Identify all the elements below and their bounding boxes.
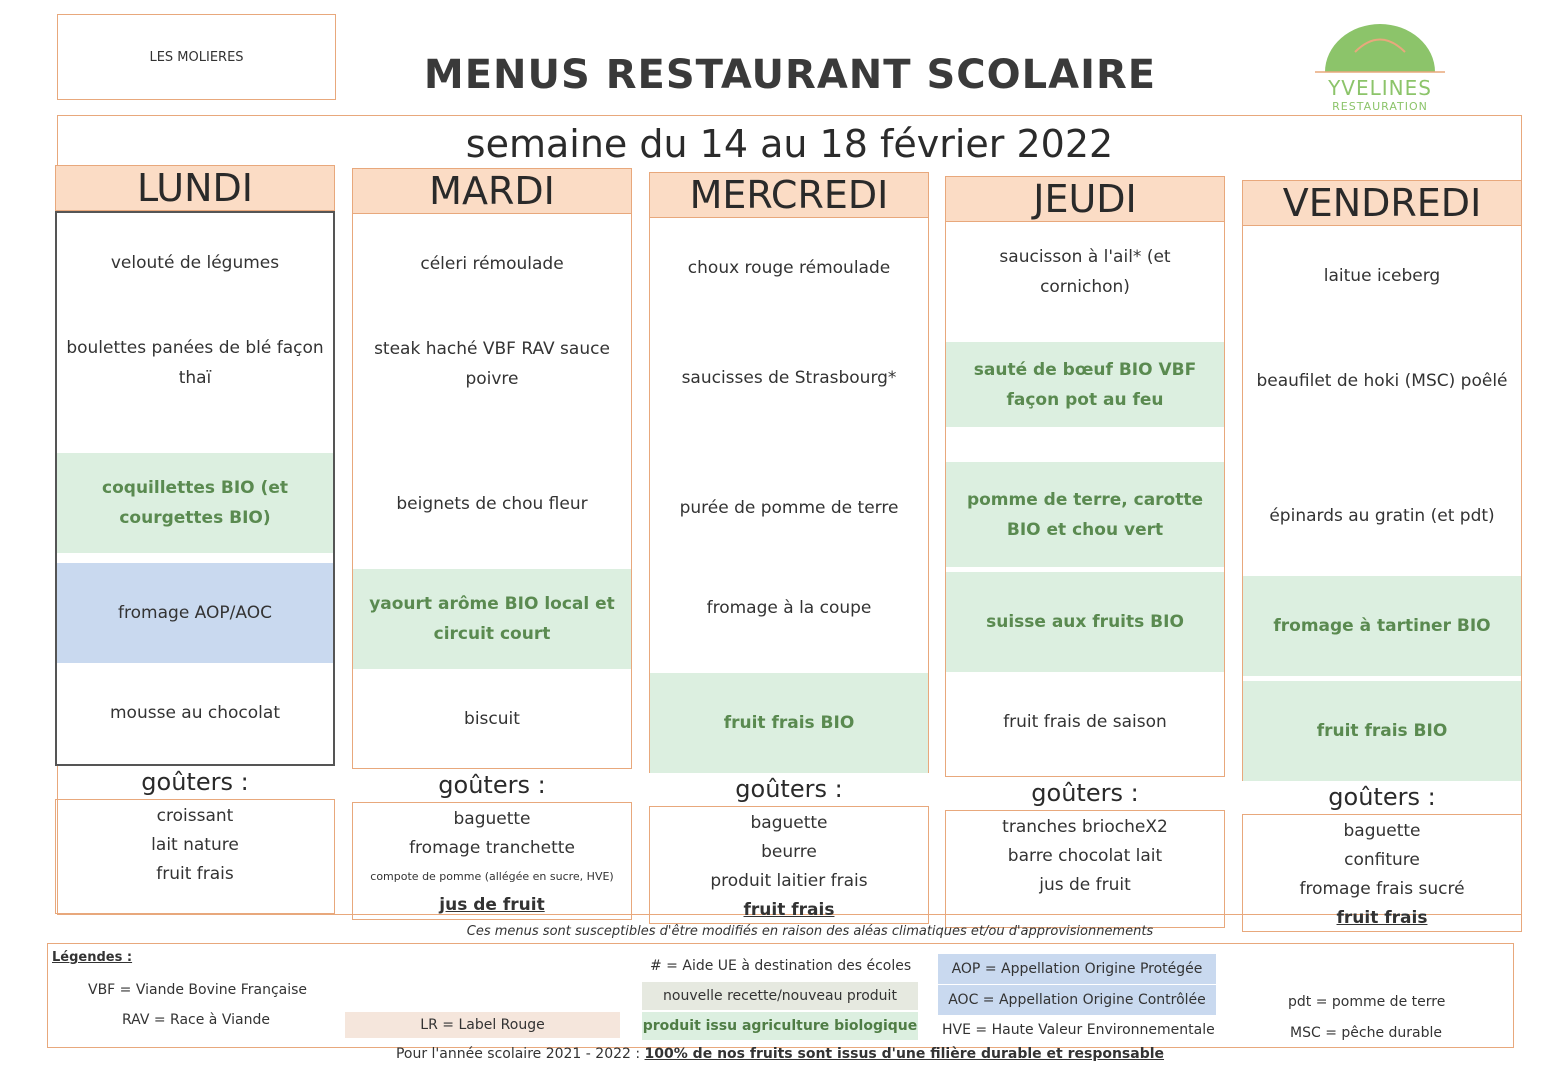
- legend-new-recipe: nouvelle recette/nouveau produit: [642, 982, 918, 1010]
- logo-text-restauration: RESTAURATION: [1332, 100, 1428, 113]
- gouter-item: jus de fruit: [439, 895, 545, 915]
- dish-line: poivre: [465, 369, 519, 389]
- gouter-item: tranches briocheX2: [1002, 817, 1168, 837]
- gouter-box: [945, 810, 1225, 928]
- footer-note: [230, 1046, 1330, 1062]
- gouter-title: goûters :: [735, 775, 843, 803]
- day-header: MARDI: [352, 168, 632, 214]
- legend-hve: HVE = Haute Valeur Environnementale: [942, 1022, 1215, 1038]
- dish-line: BIO et chou vert: [1006, 519, 1164, 540]
- dish-line: courgettes BIO): [119, 508, 271, 528]
- dish-line: fromage AOP/AOC: [118, 603, 272, 623]
- dish-line: velouté de légumes: [110, 253, 280, 273]
- gouter-item: baguette: [453, 809, 531, 829]
- dish-line: choux rouge rémoulade: [687, 258, 891, 278]
- dish-line: beaufilet de hoki (MSC) poêlé: [1256, 371, 1508, 391]
- legend-aoc: AOC = Appellation Origine Contrôlée: [938, 985, 1216, 1015]
- school-name-box: [57, 14, 336, 100]
- menu-dish: [946, 572, 1224, 672]
- dish-line: laitue iceberg: [1323, 266, 1441, 286]
- gouter-item: compote de pomme (allégée en sucre, HVE): [370, 870, 614, 883]
- gouter-title: goûters :: [438, 771, 546, 799]
- dish-line: sauté de bœuf BIO VBF: [973, 359, 1197, 380]
- menu-dish: [946, 462, 1224, 567]
- menu-dish: [946, 677, 1224, 767]
- gouter-title: goûters :: [141, 768, 249, 796]
- menu-dish: [946, 342, 1224, 427]
- dish-line: yaourt arôme BIO local et: [369, 594, 615, 614]
- menu-dish: [353, 674, 631, 764]
- menu-dish: [650, 558, 928, 658]
- footer-prefix: Pour l'année scolaire 2021 - 2022 :: [395, 1046, 641, 1062]
- gouter-item: fruit frais: [1336, 908, 1428, 928]
- gouter-item: fruit frais: [156, 864, 234, 884]
- dish-line: fromage à tartiner BIO: [1273, 616, 1491, 636]
- menu-dish: [353, 569, 631, 669]
- gouter-box: [1242, 814, 1522, 932]
- menu-dish: [1243, 236, 1521, 316]
- gouter-title: goûters :: [1328, 783, 1436, 811]
- dish-line: mousse au chocolat: [110, 703, 280, 723]
- menu-dish: [650, 673, 928, 773]
- dish-line: biscuit: [464, 709, 520, 729]
- dish-line: pomme de terre, carotte: [966, 489, 1204, 510]
- menu-dish: [57, 453, 333, 553]
- gouter-box: [352, 802, 632, 920]
- dish-line: steak haché VBF RAV sauce: [374, 339, 610, 359]
- day-header: JEUDI: [945, 176, 1225, 222]
- menu-dish: [353, 224, 631, 304]
- gouter-item: fruit frais: [743, 900, 835, 920]
- menu-dish: [650, 228, 928, 308]
- gouter-item: croissant: [156, 806, 234, 826]
- menu-dish: [650, 458, 928, 558]
- legend-bio: produit issu agriculture biologique: [642, 1012, 918, 1040]
- dish-line: saucisson à l'ail* (et cornichon): [999, 247, 1171, 297]
- legend-vbf: VBF = Viande Bovine Française: [88, 982, 308, 998]
- gouter-item: baguette: [750, 813, 828, 833]
- menu-dish: [1243, 576, 1521, 676]
- gouter-item: barre chocolat lait: [1007, 846, 1163, 866]
- legend-pdt: pdt = pomme de terre: [1288, 994, 1446, 1010]
- menu-dish: [650, 328, 928, 428]
- gouter-item: lait nature: [151, 835, 239, 855]
- disclaimer: Ces menus sont susceptibles d'être modifiés en raison des aléas climatiques et/ou d'approvisionnements: [466, 924, 1154, 939]
- menu-dish: [57, 668, 333, 758]
- menu-dish: [353, 314, 631, 414]
- dish-line: purée de pomme de terre: [679, 498, 899, 518]
- school-name: LES MOLIERES: [149, 49, 244, 65]
- dish-line: façon pot au feu: [1006, 389, 1164, 410]
- day-header: LUNDI: [55, 165, 335, 211]
- menu-dish: [57, 223, 333, 303]
- gouter-box: [55, 799, 335, 914]
- gouter-box: [649, 806, 929, 924]
- dish-line: céleri rémoulade: [420, 254, 564, 274]
- menu-dish: [1243, 331, 1521, 431]
- gouter-item: jus de fruit: [1039, 875, 1131, 895]
- menu-dish: [353, 454, 631, 554]
- dish-line: boulettes panées de blé façon: [66, 338, 324, 358]
- gouter-item: beurre: [761, 842, 817, 862]
- week-title: semaine du 14 au 18 février 2022: [465, 122, 1114, 166]
- menu-dish: [1243, 681, 1521, 781]
- menu-dish: [1243, 466, 1521, 566]
- day-menu-body: [649, 218, 929, 773]
- logo-arch-icon: [1305, 22, 1455, 82]
- dish-line: saucisses de Strasbourg*: [681, 368, 897, 388]
- day-menu-body: [1242, 226, 1522, 781]
- menu-dish: [946, 232, 1224, 312]
- menu-dish: [57, 313, 333, 413]
- dish-line: suisse aux fruits BIO: [986, 612, 1184, 632]
- legend-rav: RAV = Race à Viande: [122, 1012, 270, 1028]
- dish-line: fruit frais BIO: [1316, 721, 1448, 741]
- day-header: MERCREDI: [649, 172, 929, 218]
- gouter-item: fromage frais sucré: [1299, 879, 1465, 899]
- dish-line: beignets de chou fleur: [396, 494, 588, 514]
- day-menu-body: [945, 222, 1225, 777]
- day-menu-body: [352, 214, 632, 769]
- legend-title: Légendes :: [52, 950, 133, 965]
- gouter-item: confiture: [1344, 850, 1420, 870]
- gouter-item: baguette: [1343, 821, 1421, 841]
- footer-highlight: 100% de nos fruits sont issus d'une filière durable et responsable: [644, 1046, 1165, 1062]
- dish-line: coquillettes BIO (et: [102, 478, 288, 498]
- legend-ue: # = Aide UE à destination des écoles: [650, 958, 912, 974]
- dish-line: thaï: [178, 368, 212, 388]
- gouter-item: produit laitier frais: [710, 871, 868, 891]
- menu-dish: [57, 563, 333, 663]
- day-header: VENDREDI: [1242, 180, 1522, 226]
- gouter-item: fromage tranchette: [409, 838, 575, 858]
- dish-line: fruit frais BIO: [723, 713, 855, 733]
- legend-lr: LR = Label Rouge: [345, 1012, 620, 1038]
- dish-line: épinards au gratin (et pdt): [1269, 506, 1495, 526]
- dish-line: circuit court: [433, 624, 551, 644]
- logo-text-yvelines: YVELINES: [1328, 76, 1432, 100]
- legend-msc: MSC = pêche durable: [1290, 1025, 1442, 1041]
- legend-aop: AOP = Appellation Origine Protégée: [938, 954, 1216, 984]
- page-title: MENUS RESTAURANT SCOLAIRE: [423, 52, 1157, 98]
- day-menu-body: [55, 211, 335, 766]
- dish-line: fromage à la coupe: [706, 598, 872, 618]
- yvelines-restauration-logo: [1305, 22, 1455, 117]
- dish-line: fruit frais de saison: [1003, 712, 1167, 732]
- gouter-title: goûters :: [1031, 779, 1139, 807]
